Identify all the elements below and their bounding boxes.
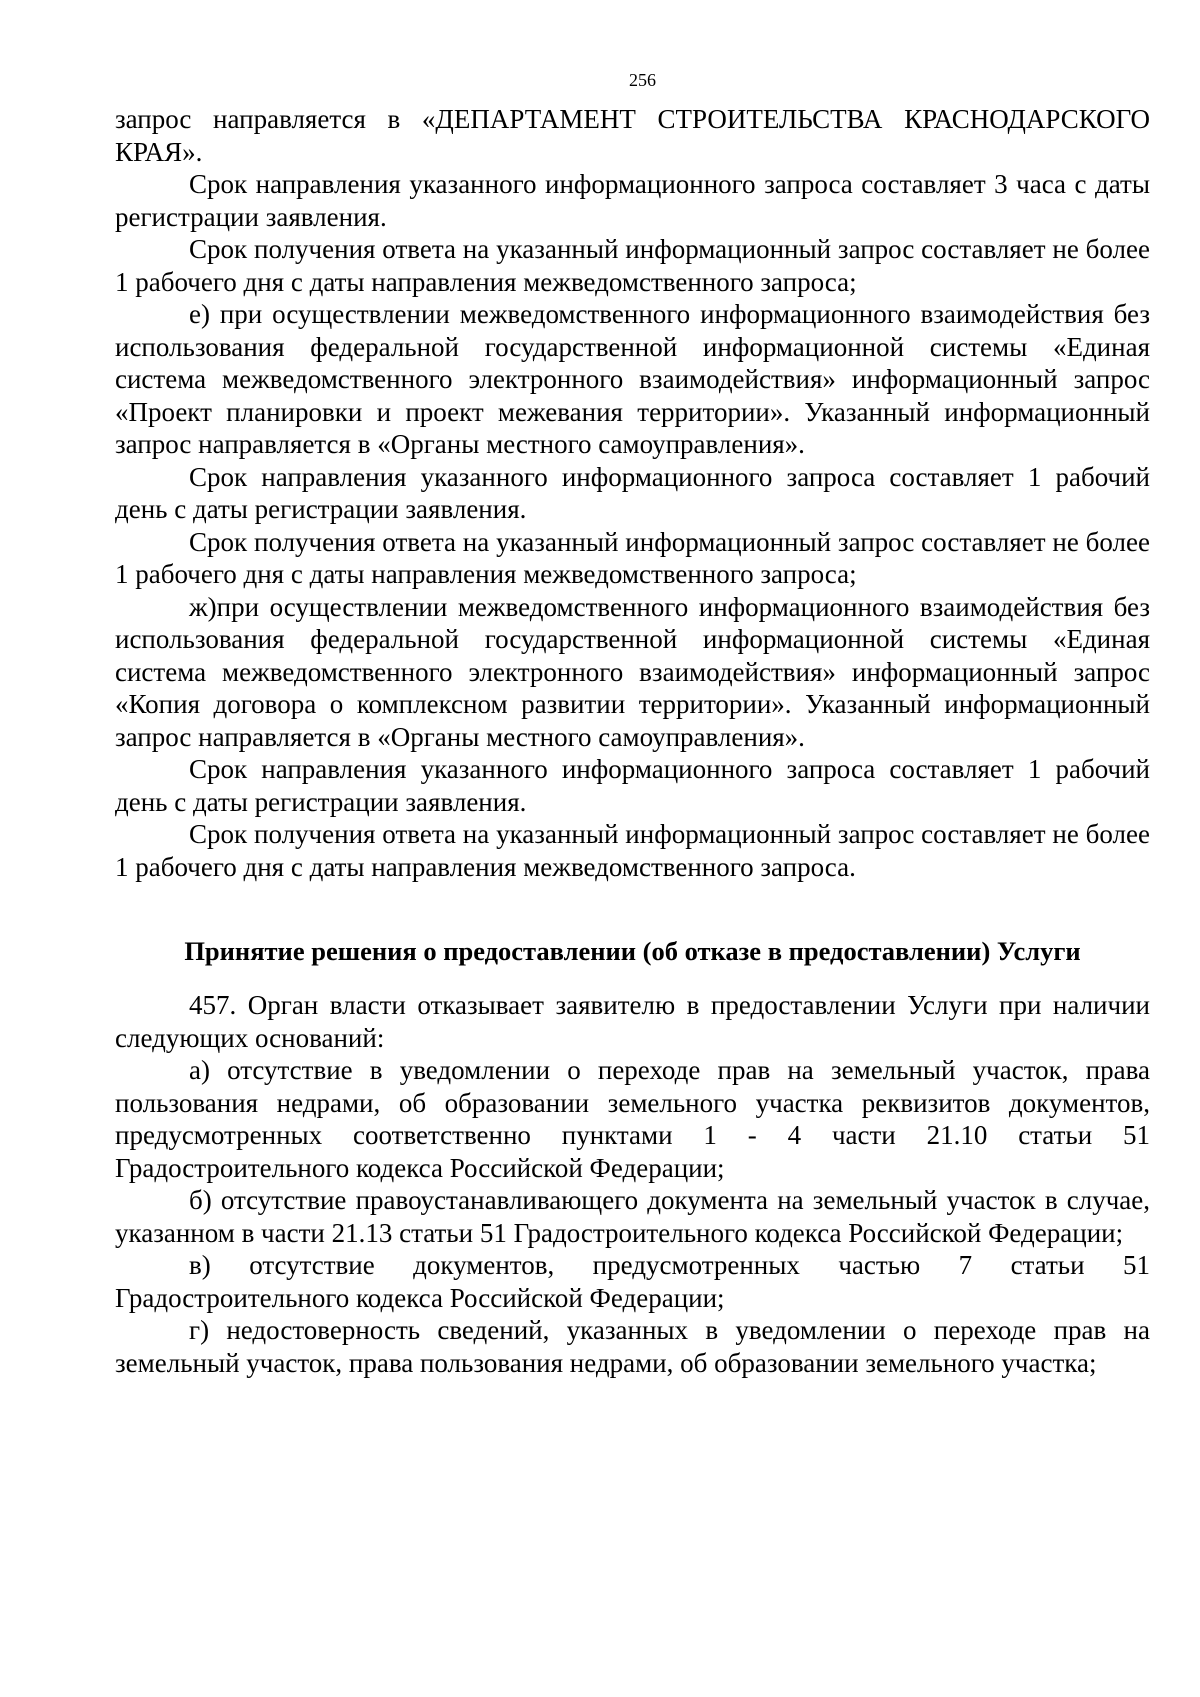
- section-heading: Принятие решения о предоставлении (об отказе в предоставлении) Услуги: [184, 936, 1081, 966]
- paragraph: ж)при осуществлении межведомственного информационного взаимодействия без использования федеральной государственной информационной системы «Единая система межведомственного электронного взаимодействия» информационный запрос «Копия договора о комплексном развитии территории». Указанный информационный запрос направляется в «Органы местного самоуправления».: [115, 591, 1150, 752]
- paragraph: е) при осуществлении межведомственного информационного взаимодействия без использования федеральной государственной информационной системы «Единая система межведомственного электронного взаимодействия» информационный запрос «Проект планировки и проект межевания территории». Указанный информационный запрос направляется в «Органы местного самоуправления».: [115, 299, 1150, 459]
- paragraphs-before: [115, 103, 1150, 883]
- document-body: [115, 103, 1150, 1379]
- paragraphs-after: [115, 989, 1150, 1379]
- paragraph: Срок получения ответа на указанный информационный запрос составляет не более 1 рабочего дня с даты направления межведомственного запроса;: [115, 234, 1150, 297]
- paragraph: запрос направляется в «ДЕПАРТАМЕНТ СТРОИТЕЛЬСТВА КРАСНОДАРСКОГО КРАЯ».: [115, 104, 1150, 167]
- paragraph: Срок направления указанного информационного запроса составляет 1 рабочий день с даты регистрации заявления.: [115, 461, 1150, 524]
- paragraph: Срок направления указанного информационного запроса составляет 1 рабочий день с даты регистрации заявления.: [115, 754, 1150, 817]
- paragraph: б) отсутствие правоустанавливающего документа на земельный участок в случае, указанном в части 21.13 статьи 51 Градостроительного кодекса Российской Федерации;: [115, 1185, 1150, 1248]
- paragraph: Срок направления указанного информационного запроса составляет 3 часа с даты регистрации заявления.: [115, 169, 1150, 232]
- page-number: 256: [629, 70, 656, 90]
- paragraph: Срок получения ответа на указанный информационный запрос составляет не более 1 рабочего дня с даты направления межведомственного запроса;: [115, 526, 1150, 589]
- paragraph: Срок получения ответа на указанный информационный запрос составляет не более 1 рабочего дня с даты направления межведомственного запроса.: [115, 819, 1150, 882]
- paragraph: 457. Орган власти отказывает заявителю в предоставлении Услуги при наличии следующих оснований:: [115, 990, 1150, 1053]
- paragraph: в) отсутствие документов, предусмотренных частью 7 статьи 51 Градостроительного кодекса Российской Федерации;: [115, 1250, 1150, 1313]
- paragraph: а) отсутствие в уведомлении о переходе прав на земельный участок, права пользования недрами, об образовании земельного участка реквизитов документов, предусмотренных соответственно пунктами 1 - 4 части 21.10 статьи 51 Градостроительного кодекса Российской Федерации;: [115, 1055, 1150, 1183]
- paragraph: г) недостоверность сведений, указанных в уведомлении о переходе прав на земельный участок, права пользования недрами, об образовании земельного участка;: [115, 1315, 1150, 1378]
